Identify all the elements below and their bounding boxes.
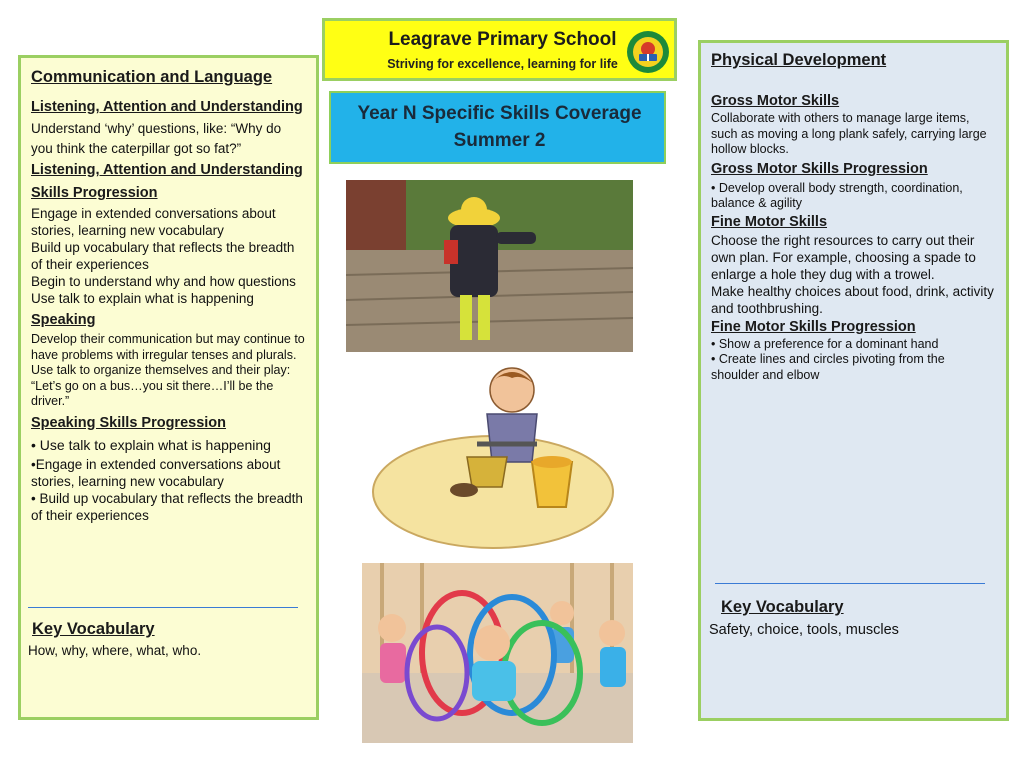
section-heading: Gross Motor Skills Progression [711, 160, 928, 177]
section-text: Understand ‘why’ questions, like: “Why do you think the caterpillar got so fat?” [31, 121, 282, 156]
section-heading: Speaking [31, 312, 96, 328]
section-text: Make healthy choices about food, drink, activity and toothbrushing. [711, 283, 994, 316]
school-name: Leagrave Primary School [388, 29, 617, 50]
section-heading: Speaking Skills Progression [31, 414, 227, 431]
section-heading: Fine Motor Skills [711, 213, 828, 230]
communication-title: Communication and Language [31, 68, 273, 86]
title-banner [329, 91, 666, 164]
photo-children-hoops [362, 563, 633, 743]
section-text: Collaborate with others to manage large items, such as moving a long plank safely, carrying large hollow blocks. [711, 111, 987, 156]
section-text: Choose the right resources to carry out their own plan. For example, choosing a spade to enlarge a hole they dug with a trowel. [711, 232, 976, 282]
school-motto: Striving for excellence, learning for life [387, 57, 618, 71]
section-text: • Show a preference for a dominant hand [711, 336, 939, 351]
right-vocab-text: Safety, choice, tools, muscles [709, 622, 899, 638]
photo-child-firefighter [346, 180, 633, 352]
physical-panel [698, 40, 1009, 721]
left-vocab-text: How, why, where, what, who. [28, 643, 202, 658]
title-line-1: Year N Specific Skills Coverage [357, 103, 642, 124]
section-heading: Gross Motor Skills [711, 93, 840, 109]
section-text: Use talk to organize themselves and their play: “Let’s go on a bus…you sit there…I’ll be the driver.” [31, 363, 291, 408]
title-line-2: Summer 2 [453, 130, 546, 151]
section-text: Develop their communication but may continue to have problems with irregular tenses and plurals. [31, 332, 305, 362]
section-text: •Engage in extended conversations about stories, learning new vocabulary [31, 456, 281, 489]
section-text: Engage in extended conversations about stories, learning new vocabulary [31, 206, 276, 238]
section-text: Begin to understand why and how questions [31, 274, 296, 289]
physical-title: Physical Development [711, 51, 887, 69]
section-heading: Fine Motor Skills Progression [711, 318, 916, 335]
section-heading: Listening, Attention and Understanding [31, 99, 303, 115]
school-header [322, 18, 677, 81]
section-text: • Develop overall body strength, coordination, balance & agility [711, 180, 963, 210]
school-crest-icon [626, 30, 670, 74]
right-vocab-title: Key Vocabulary [721, 598, 844, 616]
section-heading: Listening, Attention and Understanding Skills Progression [31, 162, 303, 201]
left-divider [28, 607, 298, 608]
right-divider [715, 583, 985, 584]
left-vocab-title: Key Vocabulary [32, 620, 155, 638]
section-text: Build up vocabulary that reflects the breadth of their experiences [31, 240, 295, 272]
section-text: • Create lines and circles pivoting from the shoulder and elbow [711, 352, 945, 382]
section-text: • Build up vocabulary that reflects the breadth of their experiences [31, 490, 303, 523]
section-text: • Use talk to explain what is happening [31, 436, 271, 453]
section-text: Use talk to explain what is happening [31, 291, 254, 306]
illustration-boy-digging-sand [372, 362, 614, 550]
